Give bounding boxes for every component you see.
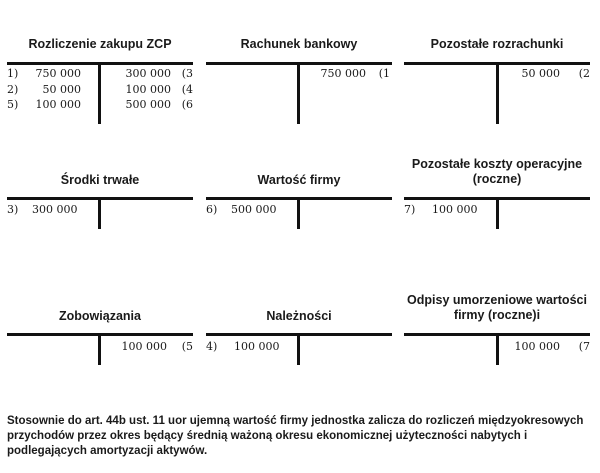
entry-ref: 1) [7,67,19,80]
account-title: Pozostałe rozrachunki [430,37,564,51]
entry-ref: (7 [578,340,590,353]
t-account-divider [496,197,499,229]
entry-amount: 750 000 [320,67,366,80]
entry-ref: 7) [404,203,416,216]
t-account-divider [98,62,101,124]
account-title-line: (roczne) [472,172,522,186]
account-title: Należności [266,309,332,323]
entry-ref: (4 [181,83,193,96]
entry-amount: 500 000 [231,203,277,216]
entry-amount: 300 000 [125,67,171,80]
entry-ref: 6) [206,203,218,216]
entry-ref: 2) [7,83,19,96]
entry-amount: 100 000 [125,83,171,96]
entry-ref: 5) [7,98,19,111]
t-account-divider [297,62,300,124]
entry-amount: 50 000 [521,67,560,80]
account-title: Rozliczenie zakupu ZCP [28,37,172,51]
entry-ref: (1 [378,67,390,80]
entry-amount: 750 000 [35,67,81,80]
account-title: Zobowiązania [59,309,141,323]
account-title-line: Odpisy umorzeniowe wartości [407,293,587,307]
entry-amount: 50 000 [42,83,81,96]
entry-amount: 100 000 [514,340,560,353]
t-account-divider [98,197,101,229]
t-account-divider [98,333,101,365]
t-account-divider [496,333,499,365]
account-title [404,293,590,323]
entry-amount: 100 000 [35,98,81,111]
footnote-text: Stosownie do art. 44b ust. 11 uor ujemną wartość firmy jednostka zalicza do rozliczeń międzyokresowych przychodów przez okres będący średnią ważoną okresu ekonomicznej użyteczności nabytych i podlegających amortyzacji aktywów. [7,415,584,457]
t-account-divider [297,197,300,229]
entry-ref: 3) [7,203,19,216]
entry-amount: 100 000 [234,340,280,353]
t-account-divider [496,62,499,124]
account-title-line: firmy (roczne)i [453,308,541,322]
entry-ref: (5 [181,340,193,353]
entry-amount: 300 000 [32,203,78,216]
entry-amount: 100 000 [432,203,478,216]
entry-ref: (3 [181,67,193,80]
t-account-divider [297,333,300,365]
entry-amount: 100 000 [121,340,167,353]
entry-ref: (2 [578,67,590,80]
account-title: Wartość firmy [257,173,341,187]
entry-ref: 4) [206,340,218,353]
entry-ref: (6 [181,98,193,111]
account-title-line: Pozostałe koszty operacyjne [411,157,583,171]
entry-amount: 500 000 [125,98,171,111]
account-title: Rachunek bankowy [240,37,358,51]
account-title: Środki trwałe [60,173,140,187]
account-title [404,157,590,187]
